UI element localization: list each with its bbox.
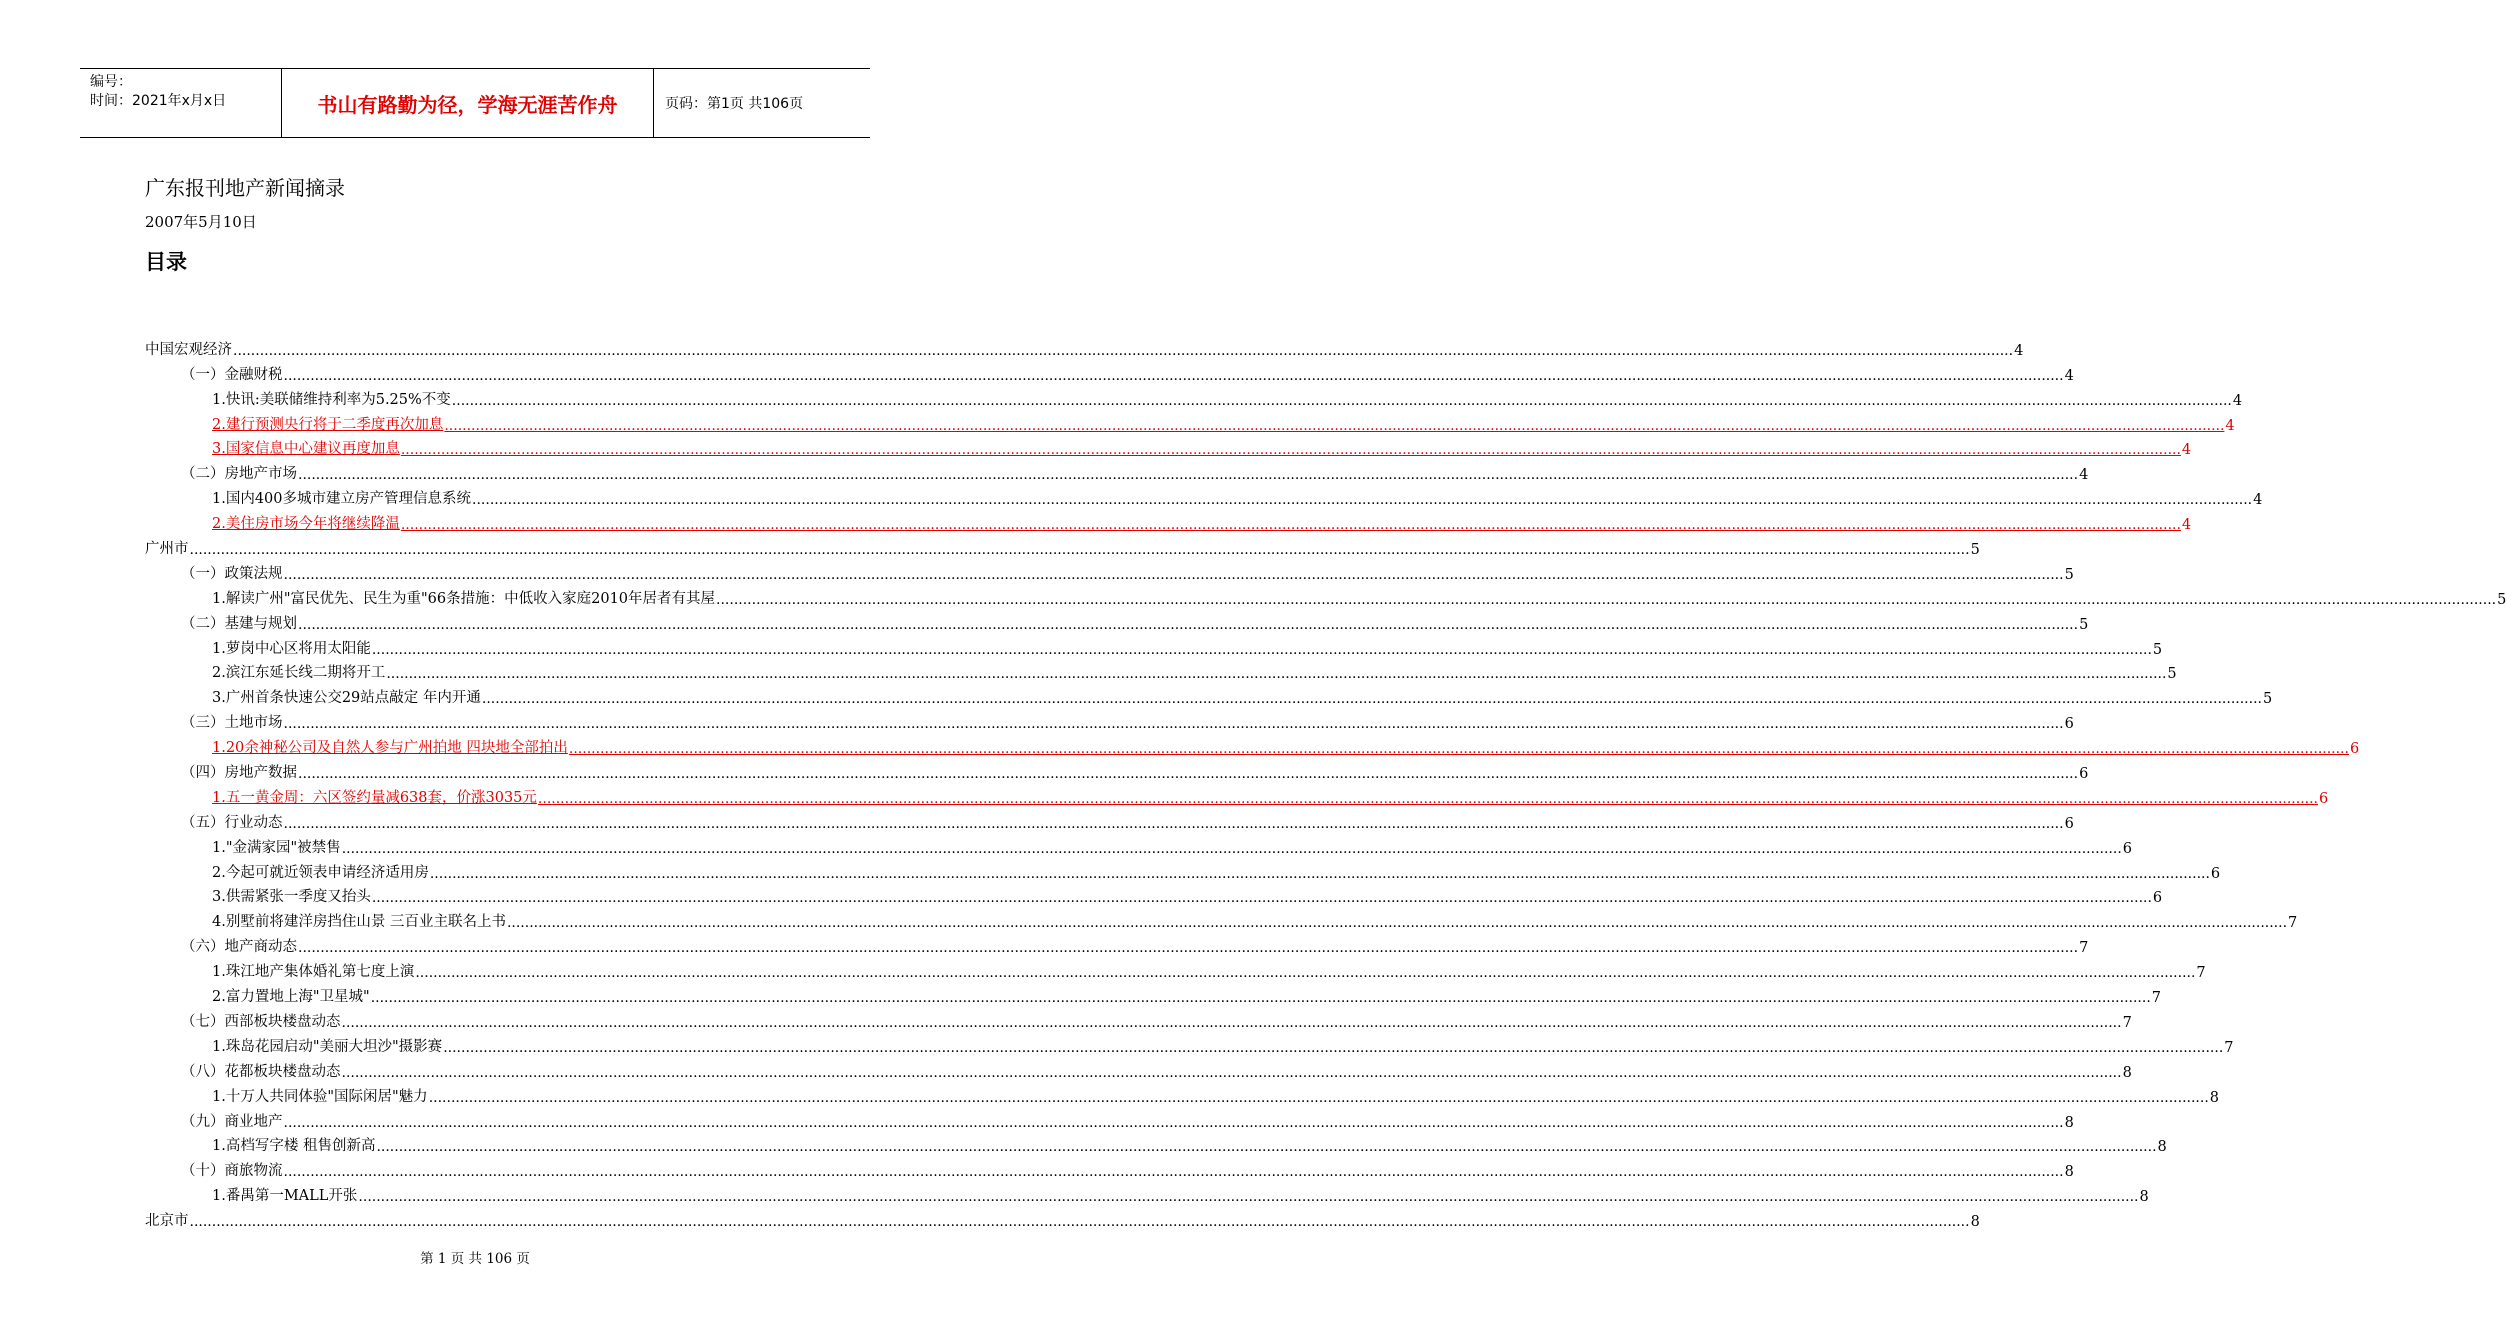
toc-entry[interactable] xyxy=(145,1131,2167,1156)
toc-leader-dots: ................................................................................................................................................................................................................................................................................................................................................................................................................ xyxy=(283,1114,2064,1131)
toc-entry-page: 4 xyxy=(2225,417,2235,434)
toc-entry-page: 4 xyxy=(2232,392,2243,409)
toc-entry[interactable] xyxy=(145,1155,2074,1181)
toc-leader-dots: ................................................................................................................................................................................................................................................................................................................................................................................................................ xyxy=(341,1014,2122,1031)
toc-entry-label: （八）花都板块楼盘动态 xyxy=(181,1063,341,1080)
toc-entry[interactable] xyxy=(145,583,2506,608)
toc-entry-label: 1.快讯:美联储维持利率为5.25%不变 xyxy=(212,391,451,408)
toc-entry[interactable] xyxy=(145,384,2243,409)
toc-entry-label: 1.国内400多城市建立房产管理信息系统 xyxy=(212,491,472,508)
toc-leader-dots: ................................................................................................................................................................................................................................................................................................................................................................................................................ xyxy=(506,915,2288,932)
toc-leader-dots: ................................................................................................................................................................................................................................................................................................................................................................................................................ xyxy=(444,417,2225,434)
toc-entry-page: 7 xyxy=(2224,1039,2234,1056)
toc-entry-page: 6 xyxy=(2064,815,2074,832)
toc-leader-dots: ................................................................................................................................................................................................................................................................................................................................................................................................................ xyxy=(481,691,2262,708)
toc-entry[interactable] xyxy=(145,1031,2234,1056)
toc-entry[interactable] xyxy=(145,732,2360,758)
toc-entry-page: 8 xyxy=(2209,1089,2219,1106)
toc-entry-label: （五）行业动态 xyxy=(181,814,283,831)
toc-entry-page: 8 xyxy=(2139,1189,2149,1206)
toc-leader-dots: ................................................................................................................................................................................................................................................................................................................................................................................................................ xyxy=(189,542,1970,559)
toc-leader-dots: ................................................................................................................................................................................................................................................................................................................................................................................................................ xyxy=(283,1164,2064,1181)
toc-entry-label: 4.别墅前将建洋房挡住山景 三百业主联名上书 xyxy=(212,914,506,931)
toc-leader-dots: ................................................................................................................................................................................................................................................................................................................................................................................................................ xyxy=(370,990,2151,1007)
toc-leader-dots: ................................................................................................................................................................................................................................................................................................................................................................................................................ xyxy=(341,840,2122,857)
toc-entry[interactable] xyxy=(145,906,2298,932)
toc-entry[interactable] xyxy=(145,1056,2132,1081)
toc-entry[interactable] xyxy=(145,956,2206,982)
toc-leader-dots: ................................................................................................................................................................................................................................................................................................................................................................................................................ xyxy=(283,716,2064,733)
toc-entry-page: 7 xyxy=(2196,965,2206,982)
toc-entry-label: 1.萝岗中心区将用太阳能 xyxy=(212,640,371,657)
toc-entry-page: 4 xyxy=(2014,342,2024,359)
toc-entry-page: 6 xyxy=(2210,865,2221,882)
toc-entry[interactable] xyxy=(145,1081,2219,1106)
header-time-label: 时间：2021年x月x日 xyxy=(90,93,227,109)
toc-entry[interactable] xyxy=(145,1006,2132,1031)
toc-leader-dots: ................................................................................................................................................................................................................................................................................................................................................................................................................ xyxy=(283,367,2064,384)
toc-entry-page: 5 xyxy=(2167,666,2177,683)
toc-entry-page: 6 xyxy=(2079,766,2089,783)
header-page-info: 页码：第1页 共106页 xyxy=(665,96,804,112)
toc-entry[interactable] xyxy=(145,458,2089,484)
toc-leader-dots: ................................................................................................................................................................................................................................................................................................................................................................................................................ xyxy=(341,1064,2122,1081)
toc-entry-label: 2.今起可就近领表申请经济适用房 xyxy=(212,864,429,881)
toc-leader-dots: ................................................................................................................................................................................................................................................................................................................................................................................................................ xyxy=(371,641,2152,658)
toc-entry-label: （十）商旅物流 xyxy=(181,1163,283,1180)
toc-entry-page: 7 xyxy=(2288,915,2298,932)
toc-entry[interactable] xyxy=(145,434,2192,459)
toc-leader-dots: ................................................................................................................................................................................................................................................................................................................................................................................................................ xyxy=(429,865,2210,882)
toc-entry-label: 3.供需紧张一季度又抬头 xyxy=(212,889,371,906)
toc-entry-label: 北京市 xyxy=(145,1213,189,1230)
header-meta xyxy=(80,69,280,137)
toc-entry[interactable] xyxy=(145,608,2089,633)
toc-entry-label: （七）西部板块楼盘动态 xyxy=(181,1013,341,1030)
page-header xyxy=(80,68,870,138)
toc-leader-dots: ................................................................................................................................................................................................................................................................................................................................................................................................................ xyxy=(298,467,2079,484)
toc-heading: 目录 xyxy=(145,250,187,274)
toc-leader-dots: ................................................................................................................................................................................................................................................................................................................................................................................................................ xyxy=(298,940,2079,957)
header-motto: 书山有路勤为径，学海无涯苦作舟 xyxy=(281,69,654,137)
toc-entry-label: 2.富力置地上海"卫星城" xyxy=(212,989,370,1006)
toc-leader-dots: ................................................................................................................................................................................................................................................................................................................................................................................................................ xyxy=(428,1089,2209,1106)
toc-entry[interactable] xyxy=(145,682,2273,708)
toc-leader-dots: ................................................................................................................................................................................................................................................................................................................................................................................................................ xyxy=(233,342,2014,359)
toc-entry[interactable] xyxy=(145,857,2221,882)
toc-entry-page: 8 xyxy=(2157,1139,2167,1156)
toc-entry[interactable] xyxy=(145,558,2074,583)
toc-entry-page: 5 xyxy=(1970,542,1980,559)
header-number-label: 编号： xyxy=(90,74,132,90)
toc-entry-label: 1.珠岛花园启动"美丽大坦沙"摄影赛 xyxy=(212,1038,443,1055)
toc-entry-label: 2.滨江东延长线二期将开工 xyxy=(212,665,386,682)
toc-entry-label: 1.番禺第一MALL开张 xyxy=(212,1188,358,1205)
toc-entry-label: （一）政策法规 xyxy=(181,565,283,582)
toc-entry-label: 中国宏观经济 xyxy=(145,341,232,358)
toc-entry-label: 1.解读广州"富民优先、民生为重"66条措施：中低收入家庭2010年居者有其屋 xyxy=(212,590,716,607)
toc-leader-dots: ................................................................................................................................................................................................................................................................................................................................................................................................................ xyxy=(358,1189,2139,1206)
toc-entry-page: 8 xyxy=(2122,1064,2132,1081)
toc-entry[interactable] xyxy=(145,409,2235,434)
toc-entry-page: 4 xyxy=(2253,492,2263,509)
toc-leader-dots: ................................................................................................................................................................................................................................................................................................................................................................................................................ xyxy=(376,1139,2157,1156)
document-title: 广东报刊地产新闻摘录 xyxy=(145,176,345,200)
toc-entry-page: 8 xyxy=(1970,1214,1980,1231)
toc-entry[interactable] xyxy=(145,782,2329,807)
toc-entry[interactable] xyxy=(145,359,2074,384)
toc-entry[interactable] xyxy=(145,633,2163,658)
toc-entry-label: 2.建行预测央行将于二季度再次加息 xyxy=(212,416,444,433)
toc-entry[interactable] xyxy=(145,882,2163,907)
toc-entry[interactable] xyxy=(145,1106,2074,1131)
document-date: 2007年5月10日 xyxy=(145,213,257,231)
toc-entry-label: 1.五一黄金周：六区签约量减638套，价涨3035元 xyxy=(212,789,537,806)
toc-entry-label: 1.高档写字楼 租售创新高 xyxy=(212,1138,376,1155)
toc-entry-page: 6 xyxy=(2349,741,2360,758)
toc-entry-page: 7 xyxy=(2122,1014,2132,1031)
toc-entry[interactable] xyxy=(145,931,2089,957)
toc-entry-page: 5 xyxy=(2152,641,2163,658)
toc-leader-dots: ................................................................................................................................................................................................................................................................................................................................................................................................................ xyxy=(451,392,2232,409)
toc-entry[interactable] xyxy=(145,483,2263,509)
toc-entry-label: 1.十万人共同体验"国际闲居"魅力 xyxy=(212,1088,428,1105)
toc-leader-dots: ................................................................................................................................................................................................................................................................................................................................................................................................................ xyxy=(716,591,2497,608)
toc-entry-page: 6 xyxy=(2064,716,2074,733)
toc-entry-page: 7 xyxy=(2151,990,2161,1007)
toc-entry-label: 1.20余神秘公司及自然人参与广州拍地 四块地全部拍出 xyxy=(212,740,568,757)
toc-entry[interactable] xyxy=(145,334,2024,359)
toc-entry[interactable] xyxy=(145,533,1980,559)
toc-leader-dots: ................................................................................................................................................................................................................................................................................................................................................................................................................ xyxy=(400,442,2181,459)
toc-entry-label: （六）地产商动态 xyxy=(181,939,297,956)
toc-entry-page: 5 xyxy=(2497,591,2506,608)
toc-entry[interactable] xyxy=(145,981,2161,1007)
toc-leader-dots: ................................................................................................................................................................................................................................................................................................................................................................................................................ xyxy=(371,890,2152,907)
toc-entry[interactable] xyxy=(145,832,2132,857)
toc-entry[interactable] xyxy=(145,1205,1980,1231)
toc-entry-label: 广州市 xyxy=(145,541,189,558)
toc-leader-dots: ................................................................................................................................................................................................................................................................................................................................................................................................................ xyxy=(386,666,2167,683)
toc-entry-page: 6 xyxy=(2122,840,2132,857)
toc-entry-page: 4 xyxy=(2079,467,2089,484)
toc-entry-page: 5 xyxy=(2064,566,2074,583)
table-of-contents xyxy=(145,334,2506,1231)
toc-entry-label: （二）房地产市场 xyxy=(181,466,297,483)
toc-leader-dots: ................................................................................................................................................................................................................................................................................................................................................................................................................ xyxy=(400,517,2181,534)
toc-entry-page: 8 xyxy=(2064,1164,2074,1181)
toc-entry-label: （一）金融财税 xyxy=(181,366,283,383)
toc-leader-dots: ................................................................................................................................................................................................................................................................................................................................................................................................................ xyxy=(283,815,2064,832)
toc-entry-page: 7 xyxy=(2079,940,2089,957)
toc-entry[interactable] xyxy=(145,807,2074,832)
toc-entry-page: 4 xyxy=(2181,517,2192,534)
toc-entry[interactable] xyxy=(145,707,2074,733)
toc-leader-dots: ................................................................................................................................................................................................................................................................................................................................................................................................................ xyxy=(537,790,2318,807)
page-footer: 第 1 页 共 106 页 xyxy=(420,1251,530,1267)
toc-entry-label: （九）商业地产 xyxy=(181,1113,283,1130)
toc-entry-label: 1."金满家园"被禁售 xyxy=(212,839,341,856)
toc-entry-page: 8 xyxy=(2064,1114,2074,1131)
toc-leader-dots: ................................................................................................................................................................................................................................................................................................................................................................................................................ xyxy=(283,566,2064,583)
toc-entry-page: 6 xyxy=(2319,790,2329,807)
toc-entry-page: 4 xyxy=(2181,442,2192,459)
toc-leader-dots: ................................................................................................................................................................................................................................................................................................................................................................................................................ xyxy=(443,1039,2224,1056)
toc-leader-dots: ................................................................................................................................................................................................................................................................................................................................................................................................................ xyxy=(298,766,2079,783)
toc-entry[interactable] xyxy=(145,757,2089,783)
toc-entry-label: （四）房地产数据 xyxy=(181,765,297,782)
toc-leader-dots: ................................................................................................................................................................................................................................................................................................................................................................................................................ xyxy=(568,741,2349,758)
toc-entry-label: 2.美住房市场今年将继续降温 xyxy=(212,516,400,533)
toc-entry-label: （二）基建与规划 xyxy=(181,615,297,632)
toc-entry-label: 1.珠江地产集体婚礼第七度上演 xyxy=(212,964,415,981)
toc-leader-dots: ................................................................................................................................................................................................................................................................................................................................................................................................................ xyxy=(189,1214,1970,1231)
toc-entry[interactable] xyxy=(145,1180,2149,1206)
toc-entry-page: 5 xyxy=(2262,691,2273,708)
toc-leader-dots: ................................................................................................................................................................................................................................................................................................................................................................................................................ xyxy=(415,965,2196,982)
toc-entry-label: （三）土地市场 xyxy=(181,715,283,732)
toc-entry[interactable] xyxy=(145,658,2177,683)
toc-entry-label: 3.国家信息中心建议再度加息 xyxy=(212,441,400,458)
toc-entry-page: 4 xyxy=(2064,367,2074,384)
toc-entry-page: 6 xyxy=(2152,890,2163,907)
toc-entry-page: 5 xyxy=(2079,616,2089,633)
toc-leader-dots: ................................................................................................................................................................................................................................................................................................................................................................................................................ xyxy=(298,616,2079,633)
toc-entry-label: 3.广州首条快速公交29站点敲定 年内开通 xyxy=(212,690,481,707)
toc-entry[interactable] xyxy=(145,508,2192,534)
toc-leader-dots: ................................................................................................................................................................................................................................................................................................................................................................................................................ xyxy=(472,492,2253,509)
